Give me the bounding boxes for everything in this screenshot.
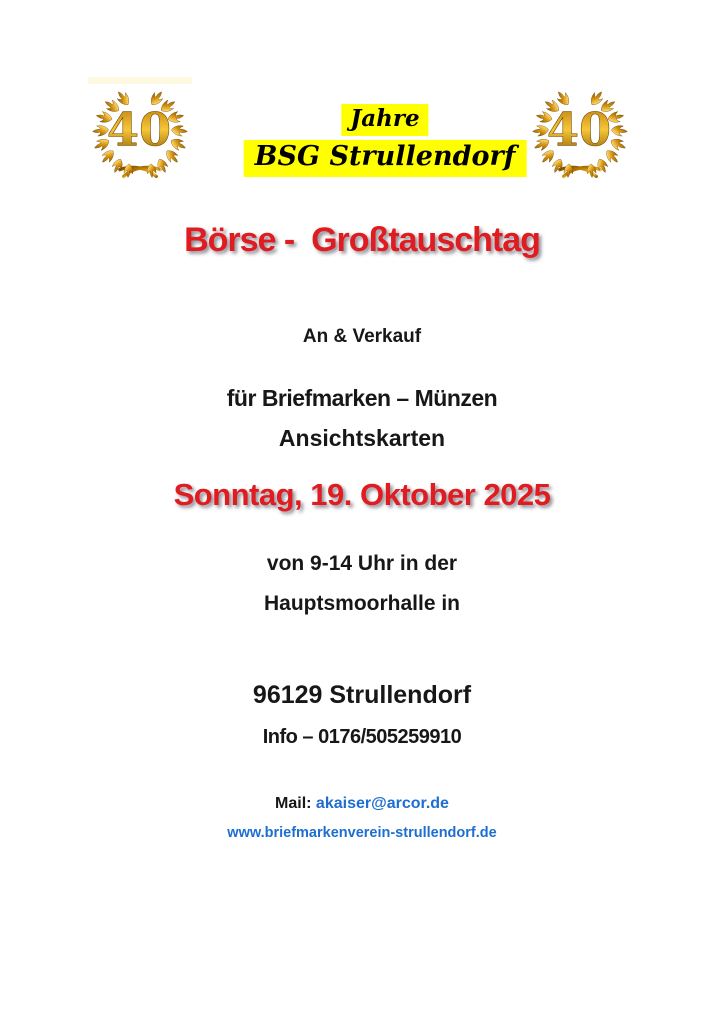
info-phone: Info – 0176/505259910 [262, 726, 462, 748]
email-link[interactable]: akaiser@arcor.de [315, 795, 449, 812]
anniversary-badge-jahre: Jahre [341, 104, 428, 136]
event-time: von 9-14 Uhr in der [266, 552, 458, 575]
items-line-ansichtskarten: Ansichtskarten [278, 425, 446, 451]
event-venue: Hauptsmoorhalle in [263, 592, 461, 615]
event-location: 96129 Strullendorf [252, 681, 472, 709]
anniversary-badge-row-1 [341, 104, 428, 136]
event-title: Börse - Großtauschtag [184, 221, 540, 259]
subtitle-an-und-verkauf: An & Verkauf [302, 326, 422, 347]
event-date: Sonntag, 19. Oktober 2025 [173, 477, 551, 512]
wreath-number: 40 [546, 102, 612, 157]
items-line-briefmarken-muenzen: für Briefmarken – Münzen [226, 385, 498, 411]
mail-line [0, 795, 724, 813]
anniversary-wreath-left-icon [87, 86, 193, 186]
scan-artifact-strip [88, 77, 192, 84]
website-link[interactable]: www.briefmarkenverein-strullendorf.de [227, 825, 497, 841]
website-line [0, 825, 724, 842]
anniversary-badge-club: BSG Strullendorf [244, 140, 527, 177]
mail-label: Mail: [275, 795, 316, 812]
anniversary-badge-row-2 [244, 140, 527, 177]
anniversary-wreath-right-icon [527, 86, 633, 186]
wreath-number: 40 [106, 102, 172, 157]
